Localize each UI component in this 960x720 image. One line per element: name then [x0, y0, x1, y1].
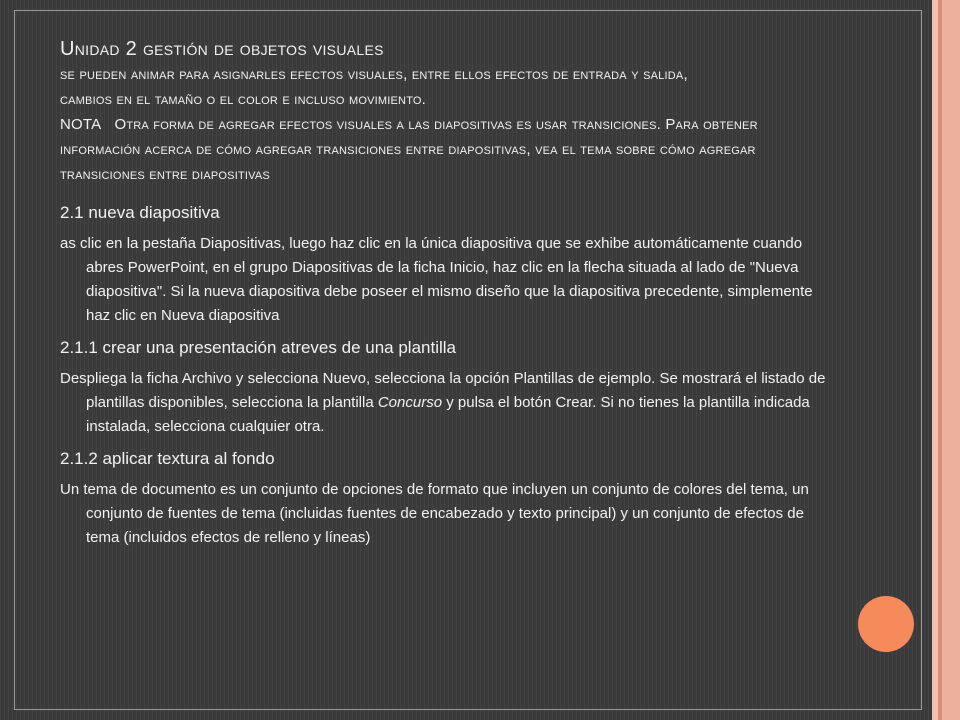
body-text-before: Despliega la ficha Archivo y selecciona Nuevo, selecciona la opción Plantillas de ejemplo. Se mostrará el listado de plantillas disponibles, selecciona la plantilla: [60, 370, 826, 411]
section-heading: 2.1 nueva diapositiva: [60, 203, 220, 222]
decorative-circle: [858, 596, 914, 652]
spacer: [60, 187, 830, 201]
template-name: Concurso: [377, 394, 443, 411]
section-body: [60, 367, 830, 439]
nota-paragraph: [60, 112, 830, 187]
right-stripe-wide: [942, 0, 960, 720]
nota-label: NOTA: [60, 116, 102, 133]
section-heading: 2.1.1 crear una presentación atreves de una plantilla: [60, 338, 456, 357]
section-body: Un tema de documento es un conjunto de opciones de formato que incluyen un conjunto de colores del tema, un conjunto de fuentes de tema (incluidas fuentes de encabezado y texto principal) y un conjunto de efectos de tema (incluidos efectos de relleno y líneas): [60, 481, 809, 546]
section-body: as clic en la pestaña Diapositivas, luego haz clic en la única diapositiva que se exhibe automáticamente cuando abres PowerPoint, en el grupo Diapositivas de la ficha Inicio, haz clic en la flecha situada al lado de "Nueva diapositiva". Si la nueva diapositiva debe poseer el mismo diseño que la diapositiva precedente, simplemente haz clic en Nueva diapositiva: [60, 235, 813, 324]
intro-line-1: se pueden animar para asignarles efectos visuales, entre ellos efectos de entrada y salida,: [60, 66, 688, 83]
section-heading: 2.1.2 aplicar textura al fondo: [60, 449, 275, 468]
slide-content: [60, 36, 830, 558]
body-text-after: y pulsa el botón Crear. Si no tienes la plantilla indicada instalada, selecciona cualquier otra.: [86, 394, 810, 435]
slide-title: Unidad 2 gestión de objetos visuales: [60, 38, 384, 60]
intro-line-2: cambios en el tamaño o el color e incluso movimiento.: [60, 91, 427, 108]
nota-text: Otra forma de agregar efectos visuales a las diapositivas es usar transiciones. Para obtener información acerca de cómo agregar transiciones entre diapositivas, vea el tema sobre cómo agregar transiciones entre diapositivas: [60, 116, 758, 183]
